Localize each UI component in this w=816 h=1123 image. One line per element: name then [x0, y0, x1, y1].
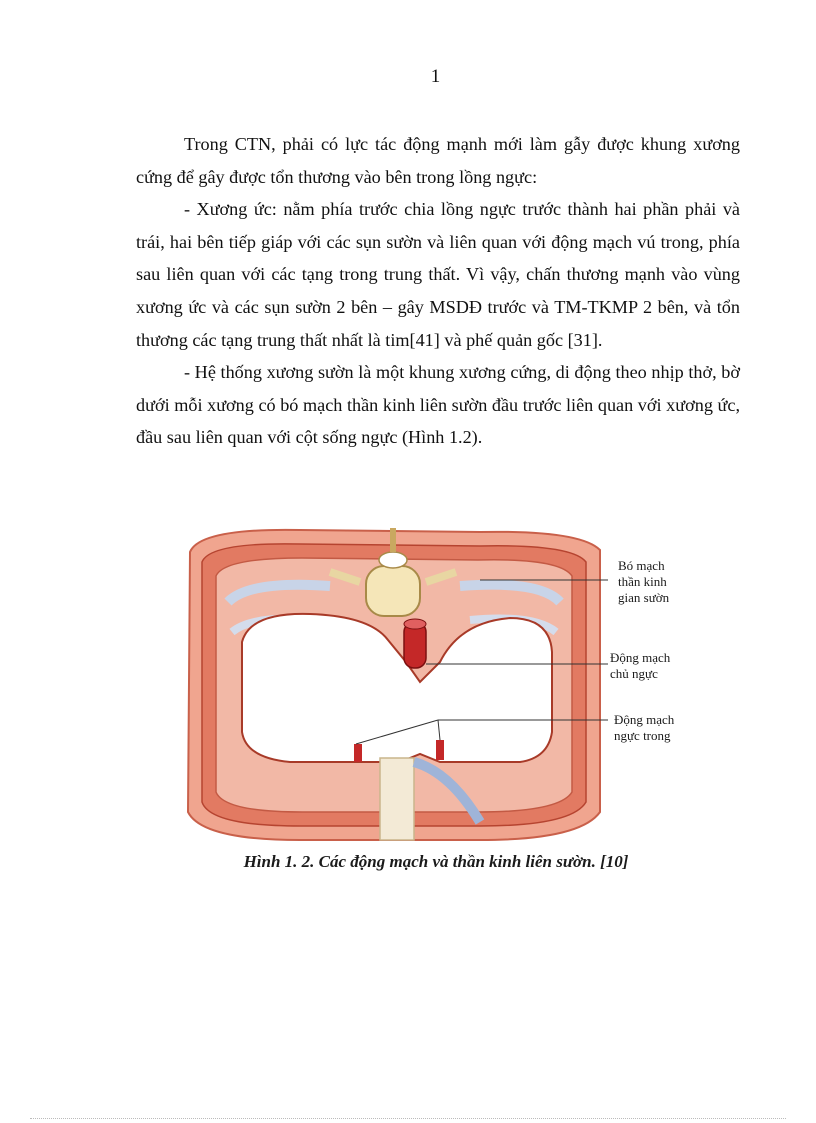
- paragraph: - Xương ức: nằm phía trước chia lồng ngực trước thành hai phần phải và trái, hai bên tiếp giáp với các sụn sườn và liên quan với động mạch vú trong, phía sau liên quan với các tạng trong trung thất. Vì vậy, chấn thương mạnh vào vùng xương ức và các sụn sườn 2 bên – gây MSDĐ trước và TM-TKMP 2 bên, và tổn thương các tạng trung thất nhất là tim[41] và phế quản gốc [31].: [136, 199, 740, 350]
- label-line: chủ ngực: [610, 666, 658, 681]
- label-line: Động mạch: [610, 650, 671, 665]
- paragraph: - Hệ thống xương sườn là một khung xương cứng, di động theo nhịp thở, bờ dưới mỗi xương có bó mạch thần kinh liên sườn đầu trước liên quan với xương ức, đầu sau liên quan với cột sống ngực (Hình 1.2).: [136, 362, 740, 448]
- page-number: 1: [430, 66, 441, 87]
- label-thoracic-aorta: [610, 650, 670, 682]
- label-line: thần kinh: [618, 574, 667, 589]
- label-line: Động mạch: [614, 712, 675, 727]
- label-internal-thoracic-artery: [614, 712, 674, 744]
- anatomy-figure: [180, 522, 700, 842]
- label-line: Bó mạch: [618, 558, 665, 573]
- paragraph: Trong CTN, phải có lực tác động mạnh mới làm gẫy được khung xương cứng để gây được tổn thương vào bên trong lồng ngực:: [136, 134, 740, 187]
- body-text: [136, 128, 740, 454]
- footer-divider: [30, 1118, 786, 1119]
- label-line: gian sườn: [618, 590, 670, 605]
- label-intercostal-bundle: [618, 558, 669, 606]
- label-line: ngực trong: [614, 728, 671, 743]
- figure-caption: Hình 1. 2. Các động mạch và thần kinh liên sườn. [10]: [243, 852, 629, 871]
